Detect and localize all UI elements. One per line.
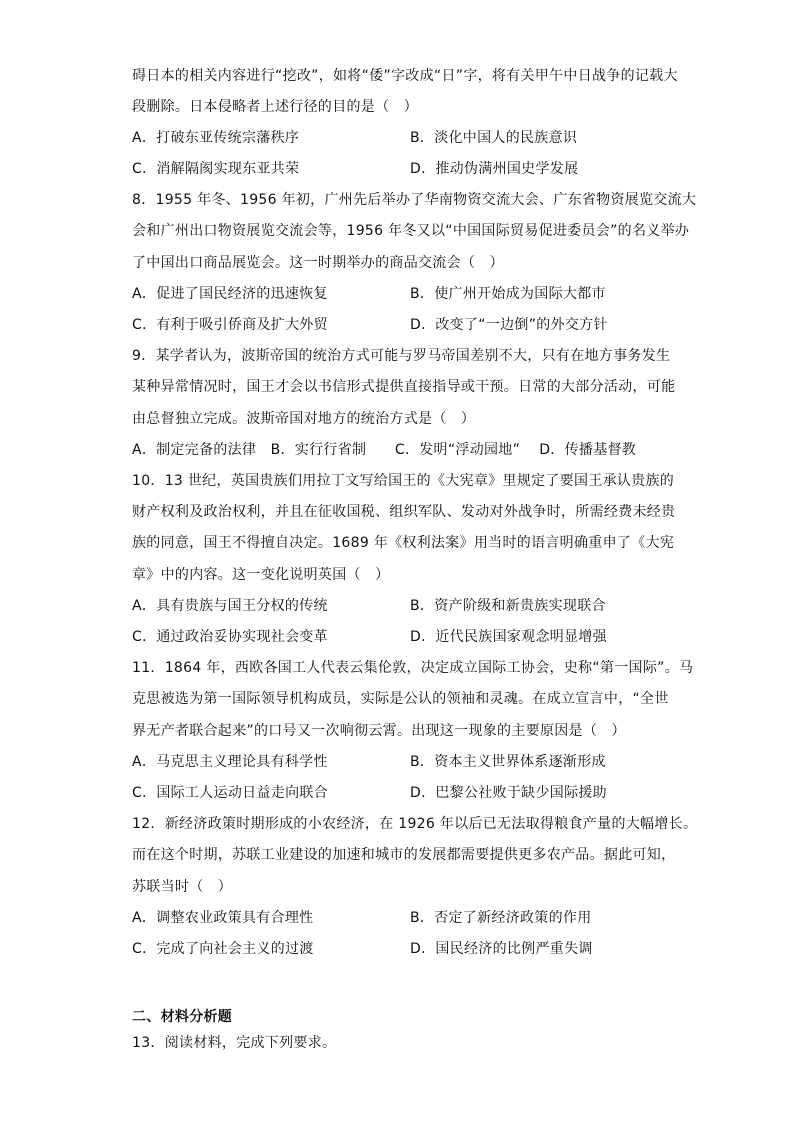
q7-option-c[interactable]: C．消解隔阂实现东亚共荣 (132, 161, 300, 177)
q9-stem-line-1: 9．某学者认为，波斯帝国的统治方式可能与罗马帝国差别不大，只有在地方事务发生 (132, 348, 671, 364)
q10-option-a[interactable]: A．具有贵族与国王分权的传统 (132, 598, 328, 614)
q12-option-d[interactable]: D．国民经济的比例严重失调 (410, 941, 593, 957)
q13-stem: 13．阅读材料，完成下列要求。 (132, 1035, 337, 1051)
q10-option-d[interactable]: D．近代民族国家观念明显增强 (410, 629, 607, 645)
q10-stem-line-1: 10．13 世纪，英国贵族们用拉丁文写给国王的《大宪章》里规定了要国王承认贵族的 (132, 473, 675, 489)
q7-stem-line-1: 碍日本的相关内容进行“挖改”，如将“倭”字改成“日”字，将有关甲午中日战争的记载大 (132, 68, 678, 84)
q8-stem-line-3: 了中国出口商品展览会。这一时期举办的商品交流会（ ） (132, 255, 504, 271)
q8-option-d[interactable]: D．改变了“一边倒”的外交方针 (410, 317, 608, 333)
q7-stem-line-2: 段删除。日本侵略者上述行径的目的是（ ） (132, 99, 418, 115)
q10-stem-line-3: 族的同意，国王不得擅自决定。1689 年《权利法案》用当时的语言明确重申了《大宪 (132, 535, 675, 551)
q8-option-a[interactable]: A．促进了国民经济的迅速恢复 (132, 286, 328, 302)
q11-option-b[interactable]: B．资本主义世界体系逐渐形成 (410, 754, 606, 770)
q12-option-c[interactable]: C．完成了向社会主义的过渡 (132, 941, 314, 957)
section-heading: 二、材料分析题 (132, 1009, 233, 1025)
q8-option-b[interactable]: B．使广州开始成为国际大都市 (410, 286, 606, 302)
q11-stem-line-3: 界无产者联合起来”的口号又一次响彻云霄。出现这一现象的主要原因是（ ） (132, 723, 626, 739)
q9-options[interactable]: A．制定完备的法律 B．实行行省制 C．发明“浮动园地” D．传播基督教 (132, 442, 637, 458)
q12-option-a[interactable]: A．调整农业政策具有合理性 (132, 910, 314, 926)
q12-stem-line-1: 12．新经济政策时期形成的小农经济，在 1926 年以后已无法取得粮食产量的大幅增长。 (132, 816, 698, 832)
q12-stem-line-3: 苏联当时（ ） (132, 879, 233, 895)
q11-stem-line-1: 11．1864 年，西欧各国工人代表云集伦敦，决定成立国际工协会，史称“第一国际”。马 (132, 660, 694, 676)
q10-option-c[interactable]: C．通过政治妥协实现社会变革 (132, 629, 328, 645)
q7-option-b[interactable]: B．淡化中国人的民族意识 (410, 130, 578, 146)
q12-stem-line-2: 而在这个时期，苏联工业建设的加速和城市的发展都需要提供更多农产品。据此可知， (132, 847, 676, 863)
q9-stem-line-3: 由总督独立完成。波斯帝国对地方的统治方式是（ ） (132, 411, 476, 427)
q11-option-c[interactable]: C．国际工人运动日益走向联合 (132, 785, 328, 801)
q8-stem-line-1: 8．1955 年冬、1956 年初，广州先后举办了华南物资交流大会、广东省物资展览交流大 (132, 192, 697, 208)
q10-option-b[interactable]: B．资产阶级和新贵族实现联合 (410, 598, 606, 614)
q10-stem-line-4: 章》中的内容。这一变化说明英国（ ） (132, 567, 390, 583)
q11-option-a[interactable]: A．马克思主义理论具有科学性 (132, 754, 328, 770)
q7-option-a[interactable]: A．打破东亚传统宗藩秩序 (132, 130, 300, 146)
q11-option-d[interactable]: D．巴黎公社败于缺少国际援助 (410, 785, 607, 801)
q7-option-d[interactable]: D．推动伪满州国史学发展 (410, 161, 579, 177)
q8-option-c[interactable]: C．有利于吸引侨商及扩大外贸 (132, 317, 328, 333)
q8-stem-line-2: 会和广州出口物资展览交流会等，1956 年冬又以“中国国际贸易促进委员会”的名义举办 (132, 223, 690, 239)
q10-stem-line-2: 财产权利及政治权利，并且在征收国税、组织军队、发动对外战争时，所需经费未经贵 (132, 504, 676, 520)
q12-option-b[interactable]: B．否定了新经济政策的作用 (410, 910, 592, 926)
q9-stem-line-2: 某种异常情况时，国王才会以书信形式提供直接指导或干预。日常的大部分活动，可能 (132, 379, 676, 395)
q11-stem-line-2: 克思被选为第一国际领导机构成员，实际是公认的领袖和灵魂。在成立宣言中，“全世 (132, 691, 669, 707)
